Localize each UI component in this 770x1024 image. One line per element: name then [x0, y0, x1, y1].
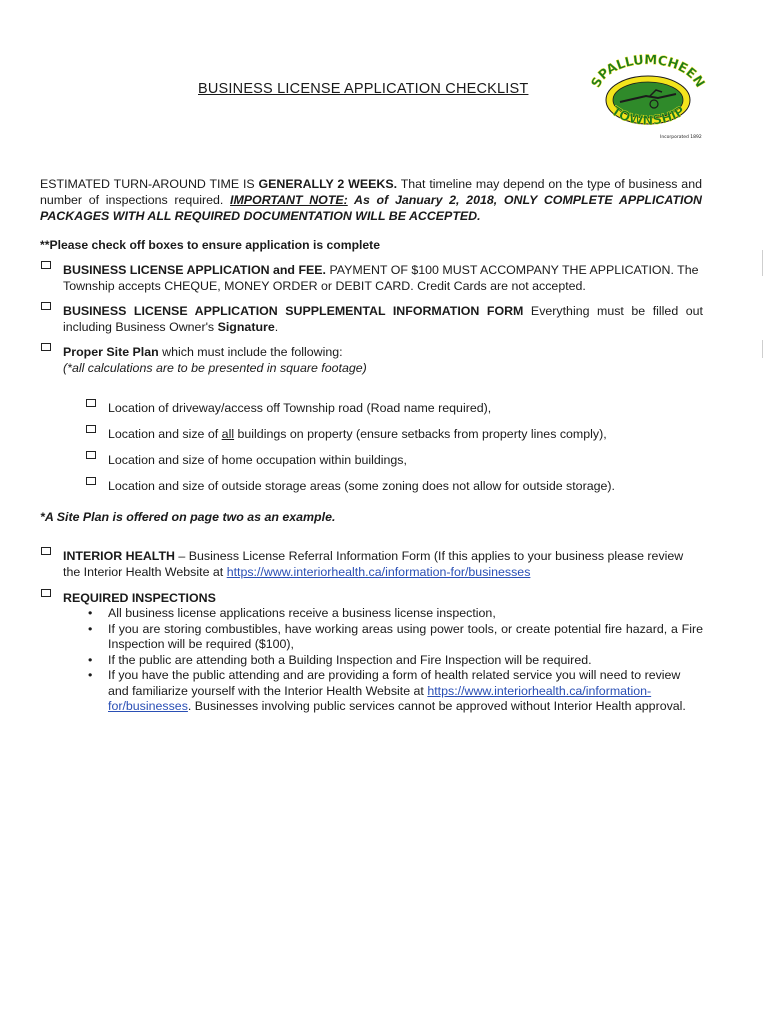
- item-inspections: REQUIRED INSPECTIONS: [63, 591, 216, 605]
- scan-edge-mark: [762, 340, 763, 358]
- site-plan-sub-driveway: Location of driveway/access off Township road (Road name required),: [108, 401, 492, 415]
- svg-text:TOWNSHIP: TOWNSHIP: [608, 103, 688, 129]
- interior-health-link-2[interactable]: https://www.interiorhealth.ca/information-for/businesses: [108, 683, 652, 713]
- list-item: • If you have the public attending and are providing a form of health related service you will need to review and familiarize yourself with the Interior Health Website at https://www.interiorhealth.ca/information-for/businesses. Businesses involving public services cannot be approved without Interior Health approval.: [88, 668, 686, 713]
- svg-text:Incorporated 1892: Incorporated 1892: [660, 135, 702, 140]
- inspections-bullet-list: [88, 606, 703, 715]
- checkbox-storage[interactable]: [86, 477, 96, 485]
- list-item: • If you are storing combustibles, have working areas using power tools, or create potential fire hazard, a Fire Inspection will be required ($100),: [88, 621, 703, 651]
- checkbox-buildings[interactable]: [86, 425, 96, 433]
- checkbox-supplemental[interactable]: [41, 302, 51, 310]
- list-item: • All business license applications receive a business license inspection,: [88, 606, 496, 620]
- checkbox-site-plan[interactable]: [41, 343, 51, 351]
- site-plan-sub-buildings: Location and size of all buildings on property (ensure setbacks from property lines comply),: [108, 427, 607, 441]
- checkbox-application[interactable]: [41, 261, 51, 269]
- item-site-plan: Proper Site Plan which must include the following: (*all calculations are to be presented in square footage): [63, 345, 367, 375]
- scan-edge-mark: [762, 250, 763, 276]
- checkbox-inspections[interactable]: [41, 589, 51, 597]
- site-plan-sub-home-occupation: Location and size of home occupation within buildings,: [108, 453, 407, 467]
- intro-paragraph: ESTIMATED TURN-AROUND TIME IS GENERALLY 2 WEEKS. That timeline may depend on the type of business and number of inspections required. IMPORTANT NOTE: As of January 2, 2018, ONLY COMPLETE APPLICATION PACKAGES WITH ALL REQUIRED DOCUMENTATION WILL BE ACCEPTED.: [40, 177, 702, 223]
- page-title: BUSINESS LICENSE APPLICATION CHECKLIST: [198, 81, 529, 97]
- site-plan-example-note: *A Site Plan is offered on page two as an example.: [40, 510, 336, 524]
- interior-health-link[interactable]: https://www.interiorhealth.ca/information-for/businesses: [226, 565, 531, 579]
- checkbox-interior-health[interactable]: [41, 547, 51, 555]
- site-plan-sub-storage: Location and size of outside storage areas (some zoning does not allow for outside storage).: [108, 479, 615, 493]
- item-application: BUSINESS LICENSE APPLICATION and FEE. PAYMENT OF $100 MUST ACCOMPANY THE APPLICATION. The Township accepts CHEQUE, MONEY ORDER or DEBIT CARD. Credit Cards are not accepted.: [63, 263, 699, 293]
- check-prompt: **Please check off boxes to ensure application is complete: [40, 238, 381, 252]
- svg-text:SPALLUMCHEEN: SPALLUMCHEEN: [588, 52, 708, 91]
- list-item: • If the public are attending both a Building Inspection and Fire Inspection will be required.: [88, 652, 592, 667]
- checkbox-home-occupation[interactable]: [86, 451, 96, 459]
- item-interior-health: INTERIOR HEALTH – Business License Referral Information Form (If this applies to your business please review the Interior Health Website at https://www.interiorhealth.ca/information-for/businesses: [63, 549, 684, 579]
- township-logo: [588, 52, 708, 144]
- item-supplemental: BUSINESS LICENSE APPLICATION SUPPLEMENTAL INFORMATION FORM Everything must be filled out including Business Owner's Signature.: [63, 304, 703, 334]
- checkbox-driveway[interactable]: [86, 399, 96, 407]
